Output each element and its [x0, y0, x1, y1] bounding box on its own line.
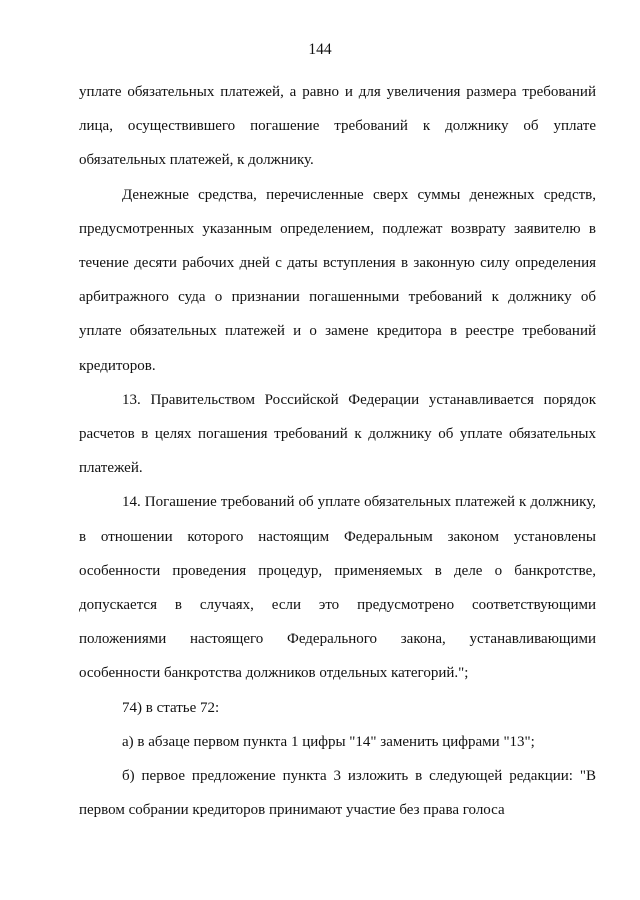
- paragraph-1: уплате обязательных платежей, а равно и для увеличения размера требований лица, осуществившего погашение требований к должнику об уплате обязательных платежей, к должнику.: [79, 84, 596, 169]
- document-body: [79, 75, 596, 827]
- paragraph-7: б) первое предложение пункта 3 изложить в следующей редакции: "В первом собрании кредиторов принимают участие без права голоса: [79, 768, 596, 819]
- paragraph-6: а) в абзаце первом пункта 1 цифры "14" заменить цифрами "13";: [122, 733, 535, 750]
- paragraph-5: 74) в статье 72:: [122, 699, 220, 716]
- paragraph-4: 14. Погашение требований об уплате обязательных платежей к должнику, в отношении которого настоящим Федеральным законом установлены особенности проведения процедур, применяемых в деле о банкротстве, допускается в случаях, если это предусмотрено соответствующими положениями настоящего Федерального закона, устанавливающими особенности банкротства должников отдельных категорий.";: [79, 494, 596, 682]
- paragraph-2: Денежные средства, перечисленные сверх суммы денежных средств, предусмотренных указанным определением, подлежат возврату заявителю в течение десяти рабочих дней с даты вступления в законную силу определения арбитражного суда о признании погашенными требований к должнику об уплате обязательных платежей и о замене кредитора в реестре требований кредиторов.: [79, 186, 596, 374]
- paragraph-3: 13. Правительством Российской Федерации устанавливается порядок расчетов в целях погашения требований к должнику об уплате обязательных платежей.: [79, 391, 596, 477]
- page-number: 144: [308, 41, 332, 58]
